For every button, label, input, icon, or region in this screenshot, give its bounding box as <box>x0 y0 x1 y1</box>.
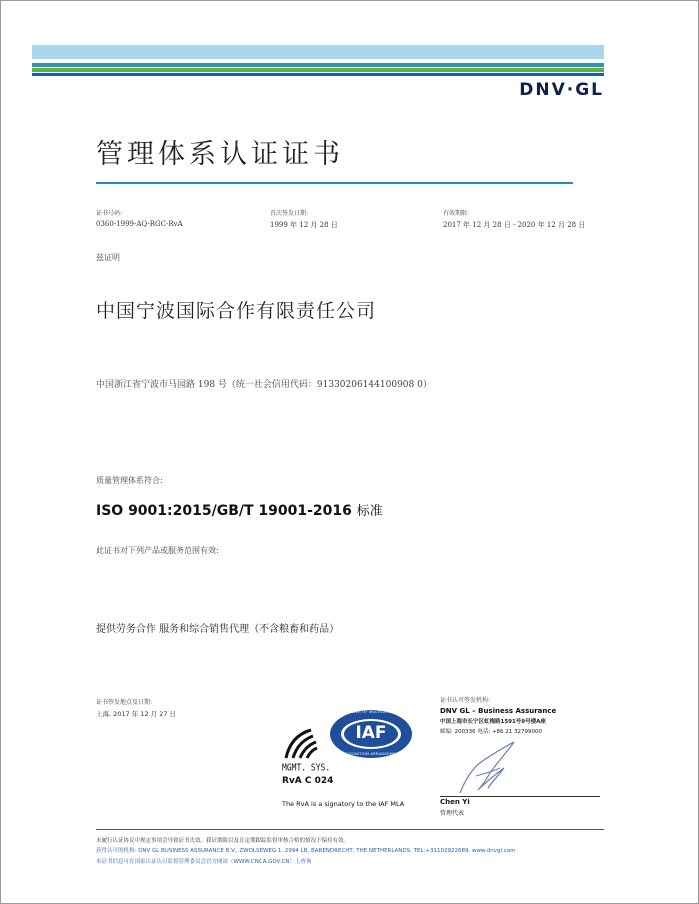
initial-date-value: 1999 年 12 月 28 日 <box>270 221 338 229</box>
issuer-label: 证书认可签发机构: <box>440 697 491 704</box>
footer-line-3: 本证书信息可在国家认证认可监督管理委员会官方网站（WWW.CNCA.GOV.CN）上查询 <box>96 859 312 865</box>
issuer-name: DNV GL – Business Assurance <box>440 707 557 715</box>
header-band-light <box>32 45 604 59</box>
header-band-green <box>32 68 604 72</box>
issuer-block <box>440 695 556 735</box>
initial-date-label: 首次签发日期: <box>270 210 309 217</box>
iaf-ring-bottom: RECOGNITION ARRANGEMENT <box>341 752 401 756</box>
certificate-number-value: 0360-1999-AQ-RGC-RvA <box>96 220 183 228</box>
signatory-title: 管理代表 <box>440 810 465 817</box>
standard-line <box>96 500 383 519</box>
signature-image <box>452 738 532 798</box>
certificate-number-block <box>96 208 183 228</box>
place-date-block <box>96 697 176 718</box>
signatory-name: Chen Yi <box>440 798 470 806</box>
issuer-contact: 邮编: 200336 电话: +86 21 32799000 <box>440 729 543 735</box>
rva-logo-icon <box>283 726 319 760</box>
header-band-blue <box>32 73 604 76</box>
scope-intro: 此证书对下列产品或服务范围有效: <box>96 546 219 555</box>
validity-value: 2017 年 12 月 28 日 - 2020 年 12 月 28 日 <box>443 221 586 229</box>
rva-mark-text: MGMT. SYS. <box>282 762 331 773</box>
initial-date-block <box>270 208 338 230</box>
certify-text: 兹证明 <box>96 253 120 262</box>
dnvgl-logo: DNV·GL <box>519 80 604 100</box>
company-name: 中国宁波国际合作有限责任公司 <box>96 300 377 322</box>
rva-code: RvA C 024 <box>282 776 334 786</box>
certificate-number-label: 证书号码: <box>96 210 123 217</box>
signature-rule <box>440 796 600 797</box>
scope-text: 提供劳务合作 服务和综合销售代理（不含粮畜和药品） <box>96 624 340 635</box>
company-address: 中国浙江省宁波市马园路 198 号（统一社会信用代码：91330206144100908 0） <box>96 380 432 390</box>
conform-text: 质量管理体系符合: <box>96 476 163 485</box>
place-date-label: 证书签发地点及日期: <box>96 699 153 706</box>
footer-line-1: 未履行认证协议中规定事项会导致证书失效。我证期限以及在定期跟踪监督审核合格的情况下保持有效。 <box>96 838 350 844</box>
iaf-text: IAF <box>355 723 387 743</box>
rva-caption: The RvA is a signatory to the IAF MLA <box>282 800 405 808</box>
header-band-teal <box>32 63 604 67</box>
title-rule <box>96 182 573 184</box>
issuer-address: 中国上海市长宁区虹梅路1591号9号楼A座 <box>440 719 546 725</box>
validity-label: 有效期限: <box>443 210 470 217</box>
footer-rule <box>96 829 604 830</box>
certificate-title: 管理体系认证证书 <box>96 139 344 170</box>
standard-text: ISO 9001:2015/GB/T 19001-2016 <box>96 503 352 519</box>
footer-line-2: 获得认可的机构: DNV GL BUSINESS ASSURANCE B.V., ZWOLSEWEG 1, 2994 LB, BARENDRECHT, THE NETHERLANDS. TEL:+31102922689. www.dnvgl.com <box>96 848 516 854</box>
validity-block <box>443 208 585 230</box>
place-date-value: 上海, 2017 年 12 月 27 日 <box>96 710 177 718</box>
iaf-ring-top: MEMBER OF MULTILATERAL <box>343 710 399 714</box>
standard-suffix: 标准 <box>356 504 383 519</box>
